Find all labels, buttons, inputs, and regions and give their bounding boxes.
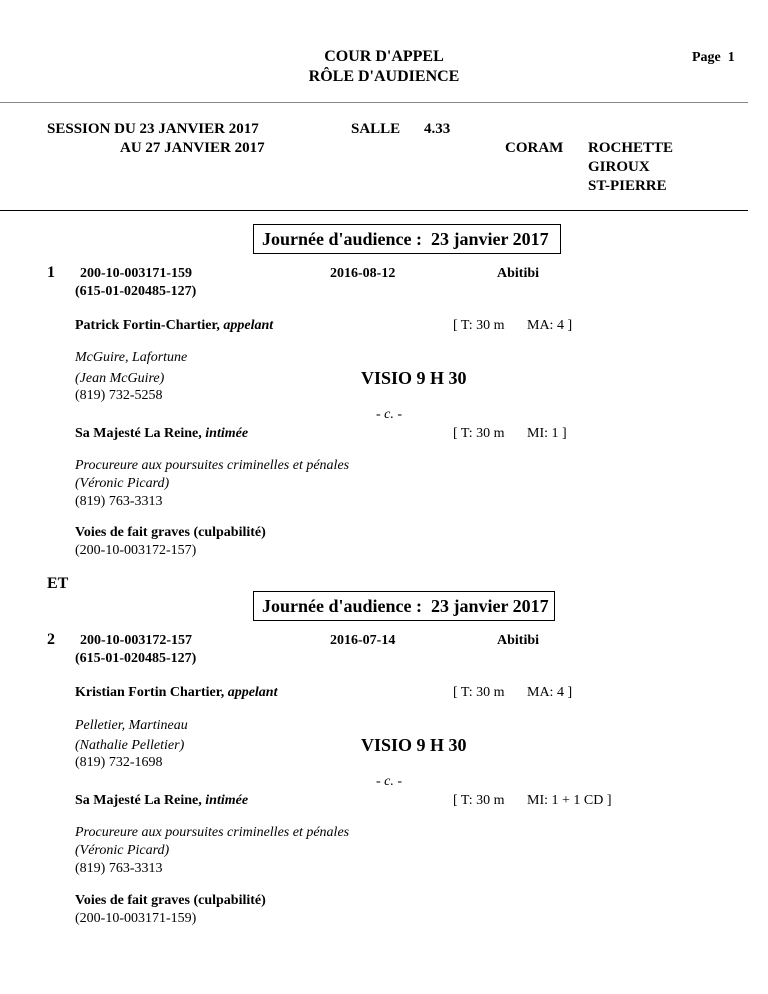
case-date: 2016-07-14 [330,633,396,648]
document-title: COUR D'APPEL [324,48,444,65]
judge-2: GIROUX [588,159,650,175]
related-file: (200-10-003172-157) [75,543,197,558]
session-end: AU 27 JANVIER 2017 [120,140,265,156]
related-file: (200-10-003171-159) [75,911,197,926]
respondent-lawyer: (Véronic Picard) [75,476,170,491]
respondent-role: intimée [205,426,249,441]
page-label: Page [692,50,721,65]
respondent-phone: (819) 763-3313 [75,861,163,876]
judge-1: ROCHETTE [588,140,674,156]
district: Abitibi [497,633,540,648]
page-number: 1 [727,50,735,65]
page-indicator [692,50,735,66]
session-divider [0,210,748,211]
respondent-party [75,793,248,809]
appellant-party [75,318,273,334]
versus: - c. - [376,774,403,789]
appellant-time: [ T: 30 m [453,685,505,700]
respondent-firm: Procureure aux poursuites criminelles et pénales [75,458,350,473]
respondent-lawyer: (Véronic Picard) [75,843,170,858]
session-start: SESSION DU 23 JANVIER 2017 [47,121,259,137]
hearing-day-box [253,224,561,254]
joined-cases-separator: ET [47,575,69,592]
respondent-time: [ T: 30 m [453,426,505,441]
respondent-name: Sa Majesté La Reine, [75,426,202,441]
case-subject: Voies de fait graves (culpabilité) [75,525,266,540]
respondent-role: intimée [205,793,249,808]
salle-value: 4.33 [424,121,451,137]
hearing-day-date: 23 janvier 2017 [431,596,549,616]
appellant-name: Kristian Fortin Chartier, [75,685,225,700]
case-subject: Voies de fait graves (culpabilité) [75,893,266,908]
appellant-name: Patrick Fortin-Chartier, [75,318,220,333]
respondent-name: Sa Majesté La Reine, [75,793,202,808]
hearing-day-label: Journée d'audience : [262,229,422,249]
appellant-memo: MA: 4 ] [527,318,573,333]
header-divider [0,102,748,103]
visio-time: VISIO 9 H 30 [361,735,467,755]
salle-label: SALLE [351,121,401,137]
case-number: 1 [47,264,55,281]
case-number: 2 [47,631,55,648]
judge-3: ST-PIERRE [588,178,667,194]
district: Abitibi [497,266,540,281]
respondent-phone: (819) 763-3313 [75,494,163,509]
visio-time: VISIO 9 H 30 [361,368,467,388]
versus: - c. - [376,407,403,422]
respondent-party [75,426,248,442]
appellant-time: [ T: 30 m [453,318,505,333]
lower-court-file: (615-01-020485-127) [75,284,197,299]
case-date: 2016-08-12 [330,266,396,281]
respondent-time: [ T: 30 m [453,793,505,808]
appellant-lawyer: (Jean McGuire) [75,371,165,386]
document-subtitle: RÔLE D'AUDIENCE [308,68,460,85]
file-number: 200-10-003172-157 [80,633,192,648]
respondent-memo: MI: 1 ] [527,426,567,441]
hearing-day-box [253,591,555,621]
appellant-firm: Pelletier, Martineau [75,718,188,733]
appellant-party [75,685,277,701]
coram-label: CORAM [505,140,564,156]
appellant-phone: (819) 732-5258 [75,388,163,403]
hearing-day-date: 23 janvier 2017 [431,229,549,249]
appellant-role: appelant [223,318,274,333]
appellant-memo: MA: 4 ] [527,685,573,700]
appellant-firm: McGuire, Lafortune [75,350,188,365]
respondent-firm: Procureure aux poursuites criminelles et pénales [75,825,350,840]
appellant-role: appelant [227,685,278,700]
lower-court-file: (615-01-020485-127) [75,651,197,666]
appellant-lawyer: (Nathalie Pelletier) [75,738,185,753]
hearing-day-label: Journée d'audience : [262,596,422,616]
respondent-memo: MI: 1 + 1 CD ] [527,793,612,808]
file-number: 200-10-003171-159 [80,266,192,281]
appellant-phone: (819) 732-1698 [75,755,163,770]
